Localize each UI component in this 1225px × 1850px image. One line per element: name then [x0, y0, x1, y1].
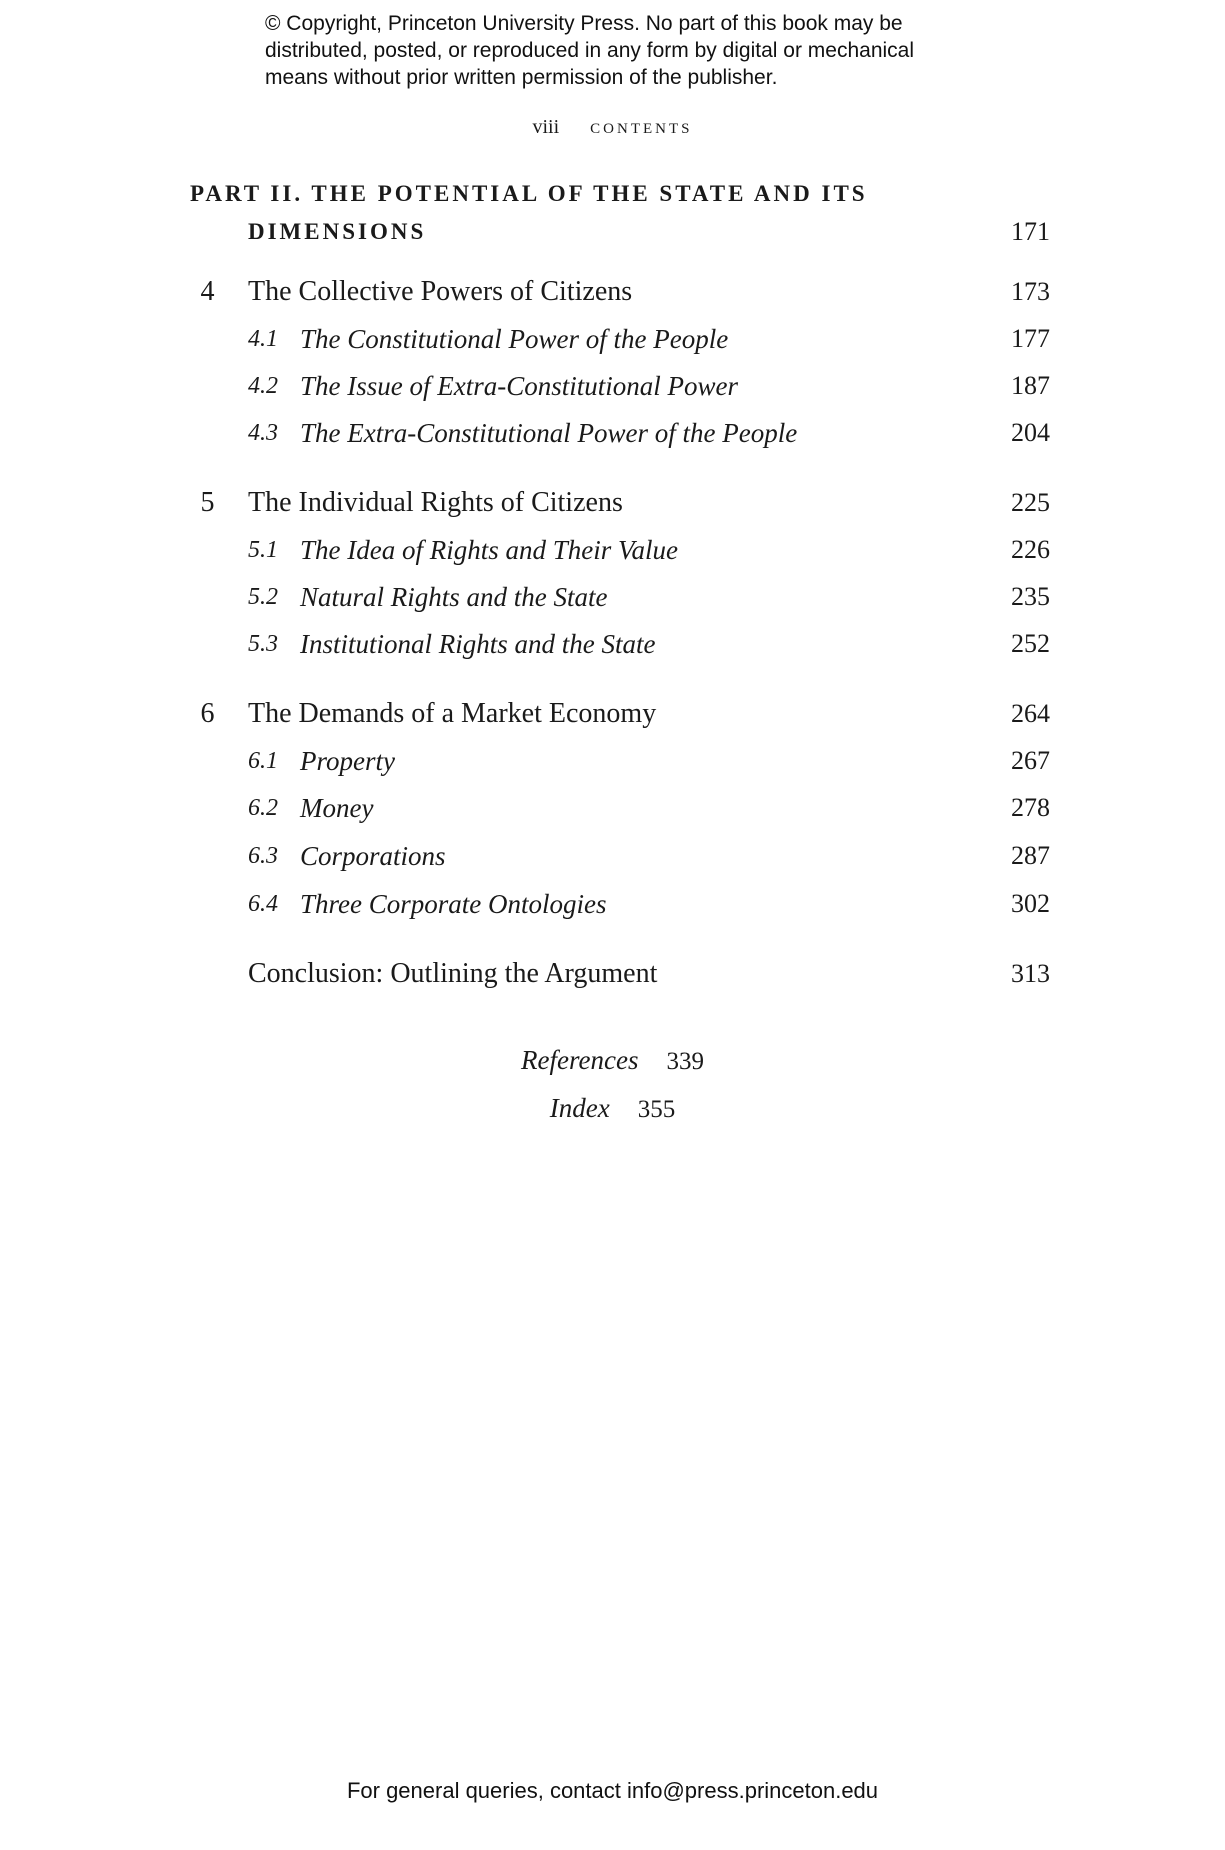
chapter-number: 5 — [200, 487, 215, 518]
toc-section — [190, 624, 1050, 664]
toc-section — [190, 319, 1050, 359]
chapter-number: 4 — [200, 276, 215, 307]
toc-backmatter-item — [0, 1088, 1225, 1130]
toc-chapter — [190, 272, 1050, 312]
section-page: 204 — [1011, 418, 1050, 447]
section-title: Natural Rights and the State — [300, 582, 608, 612]
section-title: Institutional Rights and the State — [300, 629, 656, 659]
toc-chapter — [190, 694, 1050, 734]
chapter-page: 264 — [1011, 699, 1050, 728]
section-number: 5.3 — [248, 631, 278, 657]
section-title: The Extra-Constitutional Power of the People — [300, 418, 798, 448]
toc-section — [190, 577, 1050, 617]
conclusion-title: Conclusion: Outlining the Argument — [248, 958, 658, 989]
toc-conclusion — [190, 954, 1050, 994]
footer-contact: For general queries, contact info@press.princeton.edu — [346, 1778, 879, 1803]
running-head-title: contents — [590, 113, 693, 138]
chapter-title: The Individual Rights of Citizens — [248, 487, 623, 518]
section-title: Three Corporate Ontologies — [300, 889, 607, 919]
section-page: 187 — [1011, 371, 1050, 400]
section-number: 6.3 — [248, 843, 278, 869]
section-page: 278 — [1011, 793, 1050, 822]
part-page-number: 171 — [1011, 217, 1050, 246]
toc-section — [190, 366, 1050, 406]
section-page: 177 — [1011, 324, 1050, 353]
chapter-title: The Demands of a Market Economy — [248, 698, 657, 729]
chapter-title: The Collective Powers of Citizens — [248, 276, 633, 307]
page-folio: viii — [532, 116, 560, 138]
section-page: 267 — [1011, 746, 1050, 775]
section-page: 252 — [1011, 629, 1050, 658]
section-number: 6.2 — [248, 795, 278, 821]
toc-section — [190, 836, 1050, 876]
chapter-page: 173 — [1011, 277, 1050, 306]
section-title: The Constitutional Power of the People — [300, 324, 729, 354]
toc-section — [190, 884, 1050, 924]
copyright-notice — [265, 10, 1025, 91]
section-title: Property — [300, 746, 395, 776]
toc-section — [190, 530, 1050, 570]
copyright-line: © Copyright, Princeton University Press. No part of this book may be — [265, 12, 903, 35]
section-title: Corporations — [300, 841, 446, 871]
toc-backmatter-item — [0, 1040, 1225, 1082]
section-number: 4.1 — [248, 326, 278, 352]
section-number: 4.2 — [248, 373, 278, 399]
conclusion-page: 313 — [1011, 959, 1050, 988]
copyright-line: means without prior written permission of the publisher. — [265, 66, 778, 89]
backmatter-label: Index — [549, 1093, 610, 1123]
toc-chapter — [190, 483, 1050, 523]
section-page: 302 — [1011, 889, 1050, 918]
copyright-line: distributed, posted, or reproduced in any form by digital or mechanical — [265, 39, 915, 62]
part-title-line2: DIMENSIONS — [248, 219, 427, 244]
section-number: 4.3 — [248, 420, 278, 446]
section-page: 235 — [1011, 582, 1050, 611]
chapter-number: 6 — [200, 698, 215, 729]
section-number: 5.1 — [248, 537, 278, 563]
section-title: The Idea of Rights and Their Value — [300, 535, 678, 565]
part-heading — [190, 175, 1050, 251]
part-title-line1: PART II. THE POTENTIAL OF THE STATE AND ITS — [190, 181, 868, 206]
toc-section — [190, 788, 1050, 828]
chapter-page: 225 — [1011, 488, 1050, 517]
section-number: 6.4 — [248, 891, 278, 917]
section-page: 287 — [1011, 841, 1050, 870]
section-page: 226 — [1011, 535, 1050, 564]
section-title: Money — [300, 793, 374, 823]
section-number: 5.2 — [248, 584, 278, 610]
backmatter-label: References — [521, 1045, 639, 1075]
section-number: 6.1 — [248, 748, 278, 774]
section-title: The Issue of Extra-Constitutional Power — [300, 371, 738, 401]
toc-section — [190, 413, 1050, 453]
toc-section — [190, 741, 1050, 781]
backmatter-page: 355 — [637, 1096, 676, 1123]
running-head — [0, 113, 1225, 139]
backmatter-page: 339 — [666, 1048, 704, 1075]
